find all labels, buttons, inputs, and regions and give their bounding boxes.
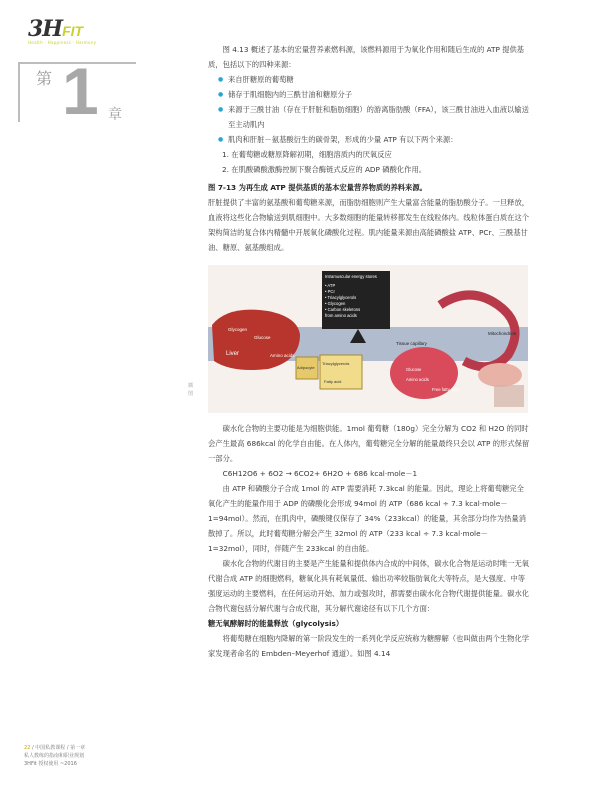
figure-caption: 图 7-13 为再生成 ATP 提供基质的基本宏量营养物质的养料来源。: [208, 183, 427, 192]
stores-title: Intramuscular energy stores: [325, 274, 377, 279]
logo-fit-text: FIT: [62, 23, 84, 39]
energy-source-list: [208, 72, 530, 147]
side-note: 插 图: [188, 383, 194, 397]
diagram-svg: [208, 265, 528, 413]
footer-line-3: 3HFit 授权使用 ~2016: [24, 761, 77, 767]
stores-item: • PCr: [325, 289, 335, 294]
logo-main-text: 3H: [28, 16, 63, 42]
glycogen-label: Glycogen: [228, 327, 248, 332]
page-footer: [24, 744, 85, 768]
amino-acids-muscle-label: Amino acids: [406, 377, 429, 382]
triacylglycerols-label: Triacylglycerols: [322, 361, 350, 366]
list-item: ● 储存于肌细胞内的三酰甘油和糖原分子: [218, 87, 530, 102]
mitochondrion-label: Mitochondrion: [488, 331, 517, 336]
list-item: ● 来源于三酰甘油（存在于肝脏和脂肪细胞）的游离脂肪酸（FFA），该三酰甘油进入血液以输送至主动肌内: [218, 102, 530, 132]
chapter-marker: [18, 54, 136, 128]
chapter-rule-vertical: [18, 62, 20, 122]
stores-item: • Carbon skeletons: [325, 307, 361, 312]
stores-item: from amino acids: [325, 313, 357, 318]
section-heading: 糖无氧酵解时的能量释放（glycolysis）: [208, 619, 344, 628]
stores-item: • ATP: [325, 283, 336, 288]
main-content: [208, 42, 530, 661]
chapter-number: 1: [62, 54, 99, 128]
arm-illustration: [494, 385, 524, 407]
page-number: 22: [24, 745, 31, 751]
body-paragraph-1: 碳水化合物的主要功能是为细胞供能。1mol 葡萄糖（180g）完全分解为 CO2 和 H2O 的同时会产生最高 686kcal 的化学自由能。在人体内，葡萄糖完全分解的能量最终只会以 ATP 的形式保留一部分。: [208, 424, 530, 463]
liver-label: Liver: [226, 351, 240, 357]
chapter-suffix: 章: [108, 107, 122, 123]
free-fatty-acid-label: Free fatty acid: [432, 387, 459, 392]
list-item: ● 肌肉和肝脏－氨基酸衍生的碳骨架，形成的少量 ATP 有以下两个来源：: [218, 132, 530, 147]
subsource-2: 2. 在肌酸磷酸激酶控制下聚合酶链式反应的 ADP 磷酸化作用。: [222, 165, 427, 174]
glucose-label: Glucose: [254, 335, 271, 340]
figure-description: 肝脏提供了丰富的氨基酸和葡萄糖来源，而脂肪细胞则产生大量富含能量的脂肪酸分子。一旦释放，血液将这些化合物输送到肌细胞中。大多数细胞的能量转移都发生在线粒体内。线粒体蛋白质在这个架构简洁的复合体内精髓中开展氧化磷酸化过程。肌内能量来源由高能磷酸盐 ATP、PCr、三酰基甘油、糖原、氨基酸组成。: [208, 198, 530, 252]
stores-item: • Triacylglycerols: [325, 295, 357, 300]
equation-line: C6H12O6 + 6O2 → 6CO2+ 6H2O + 686 kcal·mole－1: [222, 469, 418, 478]
body-paragraph-2: 由 ATP 和磷酸分子合成 1mol 的 ATP 需要消耗 7.3kcal 的能量。因此，理论上将葡萄糖完全氧化产生的能量作用于 ADP 的磷酸化会形成 94mol 的 ATP（686 kcal ÷ 7.3 kcal·mole－1=94mol）。然而，在肌肉中，磷酸键仅保存了 34%（233kcal）的能量，其余部分均作为热量消散掉了。所以，此时葡萄糖分解会产生 32mol 的 ATP（233 kcal ÷ 7.3 kcal·mole－1=32mol），同时，伴随产生 233kcal 的自由能。: [208, 484, 526, 553]
chapter-prefix: 第: [36, 69, 53, 88]
footer-section: / 中国私教课程 / 第一章: [31, 745, 86, 751]
list-item: ● 来自肝糖原的葡萄糖: [218, 72, 530, 87]
energy-sources-diagram: [208, 265, 528, 413]
brand-logo: [28, 16, 96, 45]
intro-paragraph: 图 4.13 概述了基本的宏量营养素燃料源，该燃料源用于为氧化作用和随后生成的 ATP 提供基质，包括以下的四种来源：: [208, 45, 525, 69]
logo-tagline: Health · Happiness · Harmony: [28, 40, 97, 45]
adipocyte-label: Adipocyte: [297, 365, 315, 370]
body-paragraph-4: 将葡萄糖在细胞内降解的第一阶段发生的一系列化学反应统称为糖酵解（也叫做由两个生物化学家发现者命名的 Embden–Meyerhof 通道）。如图 4.14: [208, 634, 530, 658]
stores-item: • Glycogen: [325, 301, 346, 306]
fatty-acid-label: Fatty acid: [324, 379, 342, 384]
glucose-muscle-label: Glucose: [406, 367, 422, 372]
mitochondrion-shape: [478, 363, 522, 387]
footer-line-2: 私人教练的指南和职业规划: [24, 753, 85, 759]
tissue-capillary-label: Tissue capillary: [396, 341, 427, 346]
intramuscular-stores-box: [322, 271, 390, 329]
amino-acids-label: Amino acids: [270, 353, 295, 358]
subsource-1: 1. 在葡萄糖或糖原降解初期，细胞溶质内的厌氧反应: [222, 150, 392, 159]
body-paragraph-3: 碳水化合物的代谢目的主要是产生能量和提供体内合成的中间体，碳水化合物是运动时唯一无氧代谢合成 ATP 的细胞燃料，糖氧化具有耗氧量低、输出功率较脂肪氧化大等特点，是大强度、中等强度运动的主要燃料，在任何运动开始、加力或强攻时，都需要由碳水化合物代谢提供能量。碳水化合物代谢包括分解代谢与合成代谢，其分解代谢途径有以下几个方面：: [208, 559, 530, 613]
